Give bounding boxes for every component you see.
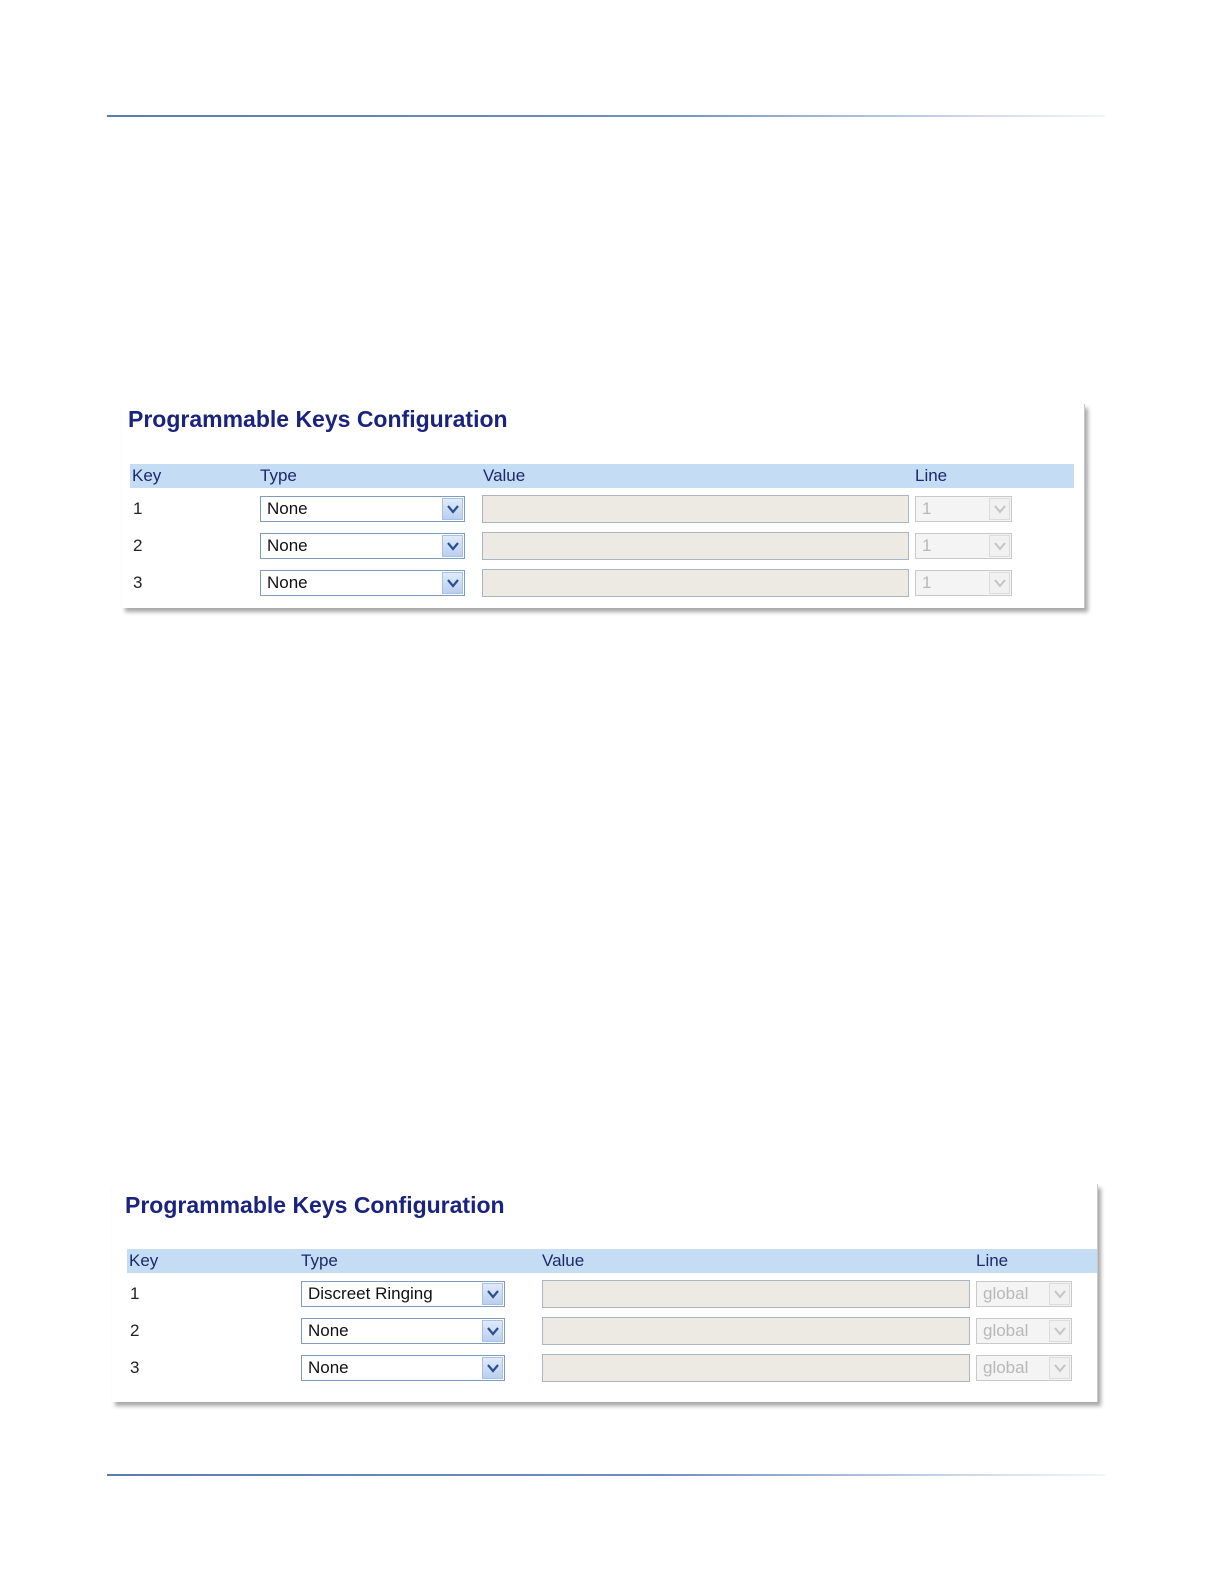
chevron-down-icon[interactable] [482,1357,503,1379]
programmable-keys-panel-2 [112,1184,1098,1402]
chevron-down-icon [989,498,1010,520]
value-input[interactable] [542,1354,970,1382]
chevron-down-icon [989,572,1010,594]
value-input[interactable] [542,1317,970,1345]
line-select[interactable] [915,533,1012,559]
type-select[interactable] [301,1355,505,1381]
row-key-label: 1 [133,499,143,518]
row-key-label: 3 [133,573,143,592]
type-select[interactable] [260,533,465,559]
value-input[interactable] [482,495,909,523]
chevron-down-icon[interactable] [442,572,463,594]
row-key-label: 2 [133,536,143,555]
row-key-label: 3 [130,1358,140,1377]
chevron-down-icon[interactable] [442,535,463,557]
header-rule [107,115,1105,117]
chevron-down-icon[interactable] [442,498,463,520]
line-select-value: global [983,1284,1029,1303]
chevron-down-icon [989,535,1010,557]
column-header-key: Key [132,466,162,485]
type-select[interactable] [260,570,465,596]
chevron-down-icon [1049,1320,1070,1342]
chevron-down-icon [1049,1357,1070,1379]
line-select[interactable] [976,1281,1072,1307]
value-input[interactable] [482,532,909,560]
type-select-value: Discreet Ringing [308,1284,433,1303]
panel-title: Programmable Keys Configuration [125,1192,505,1218]
type-select-value: None [308,1321,349,1340]
type-select-value: None [308,1358,349,1377]
type-select[interactable] [301,1281,505,1307]
column-header-value: Value [483,466,526,485]
line-select-value: 1 [922,536,932,555]
column-header-type: Type [260,466,297,485]
panel-title: Programmable Keys Configuration [128,406,508,432]
table-header [127,1249,1097,1273]
column-header-line: Line [976,1251,1009,1270]
line-select-value: 1 [922,573,932,592]
line-select[interactable] [976,1318,1072,1344]
line-select-value: global [983,1358,1029,1377]
row-key-label: 2 [130,1321,140,1340]
value-input[interactable] [542,1280,970,1308]
column-header-line: Line [915,466,948,485]
table-header [130,464,1074,488]
type-select-value: None [267,536,308,555]
line-select-value: 1 [922,499,932,518]
type-select-value: None [267,573,308,592]
footer-rule [107,1474,1105,1476]
column-header-value: Value [542,1251,585,1270]
column-header-type: Type [301,1251,338,1270]
line-select[interactable] [976,1355,1072,1381]
column-header-key: Key [129,1251,159,1270]
chevron-down-icon[interactable] [482,1320,503,1342]
type-select[interactable] [301,1318,505,1344]
row-key-label: 1 [130,1284,140,1303]
value-input[interactable] [482,569,909,597]
chevron-down-icon[interactable] [482,1283,503,1305]
line-select[interactable] [915,570,1012,596]
type-select[interactable] [260,496,465,522]
programmable-keys-panel-1 [122,404,1085,608]
type-select-value: None [267,499,308,518]
line-select-value: global [983,1321,1029,1340]
line-select[interactable] [915,496,1012,522]
chevron-down-icon [1049,1283,1070,1305]
